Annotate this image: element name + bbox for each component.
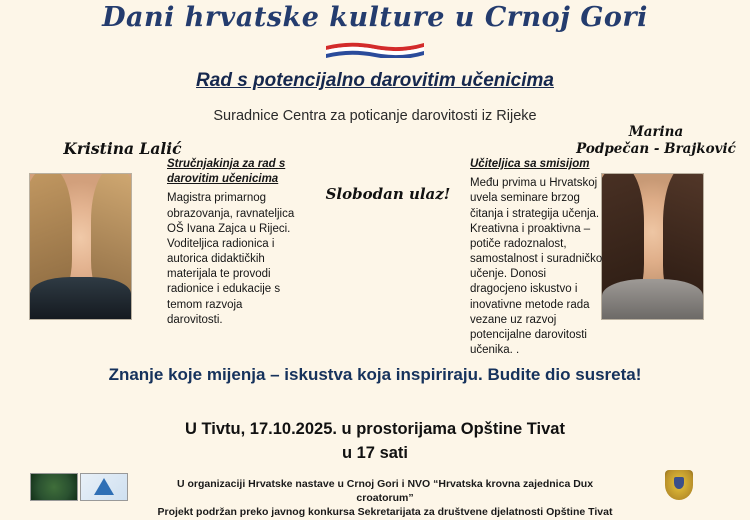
speaker-name-marina-line2: Podpečan - Brajković xyxy=(576,140,736,157)
speaker-photo-kristina xyxy=(29,173,132,320)
footer-line-1: U organizaciji Hrvatske nastave u Crnoj Gori i NVO “Hrvatska krovna zajednica Dux croatorum” xyxy=(176,478,594,505)
poster-footer xyxy=(150,477,620,520)
logo-opstina-tivat xyxy=(30,473,78,501)
portrait-body xyxy=(30,277,131,319)
logo-crest xyxy=(665,470,693,500)
footer-line-2: Projekt podržan preko javnog konkursa Sekretarijata za društvene djelatnosti Opštine Tivat xyxy=(157,506,613,519)
speaker-bio-text-marina: Među prvima u Hrvatskoj uvela seminare brzog čitanja i strategija učenja. Kreativna i proaktivna – potiče radoznalost, samostalnost i suradničko učenje. Donosi dragocjeno iskustvo i inovativne metode rada vezane uz razvoj potencijalne darovitosti učenika. . xyxy=(470,177,603,357)
speaker-name-marina xyxy=(570,124,742,158)
speaker-bio-kristina xyxy=(167,157,295,328)
poster-subnote: Suradnice Centra za poticanje darovitosti iz Rijeke xyxy=(213,108,537,124)
logo-dux-croatorum xyxy=(80,473,128,501)
page-title: Dani hrvatske kulture u Crnoj Gori xyxy=(102,2,648,33)
event-time: u 17 sati xyxy=(341,443,409,462)
event-venue xyxy=(0,418,750,466)
poster-slogan: Znanje koje mijenja – iskustva koja inspiriraju. Budite dio susreta! xyxy=(108,365,642,384)
speaker-name-marina-line1: Marina xyxy=(628,124,684,140)
speaker-bio-text-kristina: Magistra primarnog obrazovanja, ravnateljica OŠ Ivana Zajca u Rijeci. Voditeljica radionica i autorica didaktičkih materijala te provodi radionice i edukacije s temom razvoja darovitosti. xyxy=(167,192,295,326)
portrait-body xyxy=(602,279,703,319)
speaker-name-kristina: Kristina Lalić xyxy=(63,139,182,158)
poster-subtitle: Rad s potencijalno darovitim učenicima xyxy=(196,70,554,91)
speaker-photo-marina xyxy=(601,173,704,320)
event-venue-line1: U Tivtu, 17.10.2025. u prostorijama Opštine Tivat xyxy=(185,420,565,438)
speaker-role-marina: Učiteljica sa smisijom xyxy=(470,158,590,170)
free-entry-note: Slobodan ulaz! xyxy=(325,185,451,203)
speaker-role-kristina: Stručnjakinja za rad s darovitim učenicima xyxy=(167,158,286,186)
triangle-icon xyxy=(94,478,114,495)
croatian-flag-ribbon-icon xyxy=(326,40,424,58)
speaker-bio-marina xyxy=(470,157,605,358)
